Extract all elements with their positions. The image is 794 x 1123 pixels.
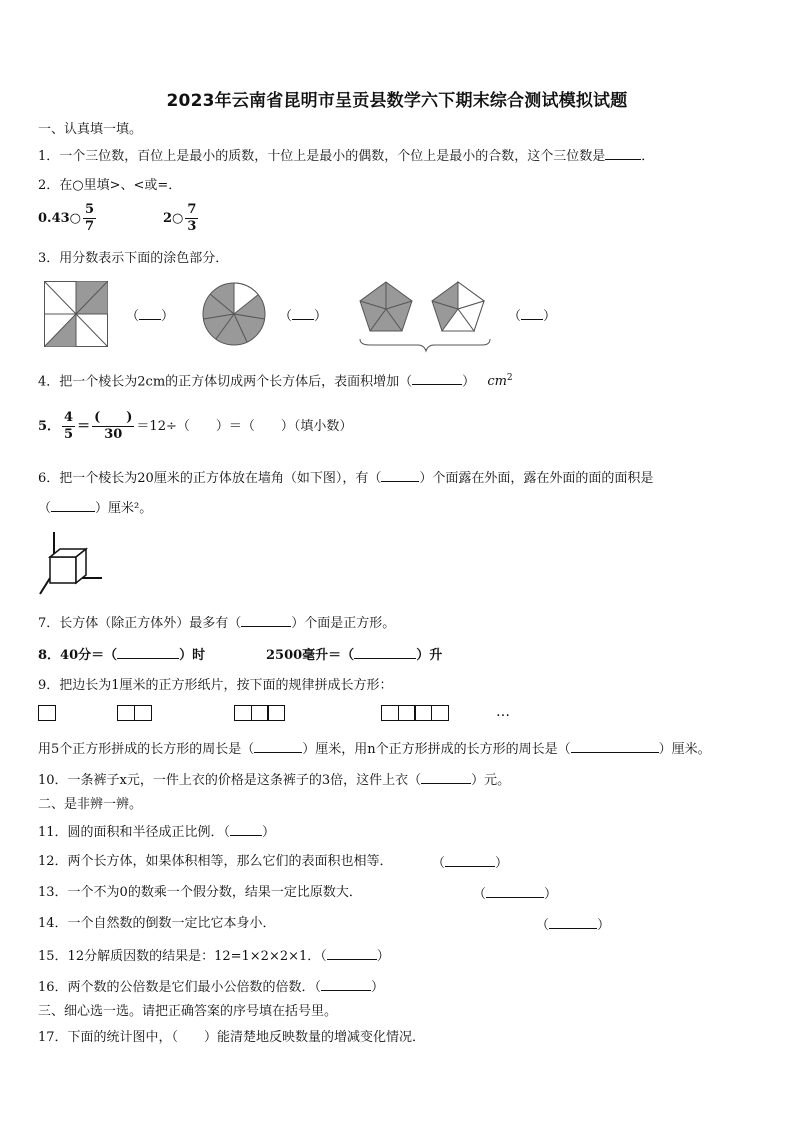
question-16: 16．两个数的公倍数是它们最小公倍数的倍数．（ ） bbox=[38, 977, 384, 997]
answer-blank[interactable] bbox=[412, 371, 462, 385]
answer-blank[interactable] bbox=[321, 977, 371, 991]
answer-blank[interactable] bbox=[381, 468, 419, 482]
question-3: 3．用分数表示下面的涂色部分． bbox=[38, 251, 229, 266]
question-5: 5． $\frac{4}{5}$ ＝ $\frac{( )}{30}$ ＝12÷（ ）＝（ ）（填小数） bbox=[38, 410, 353, 442]
question-14: 14．一个自然数的倒数一定比它本身小． bbox=[38, 916, 276, 931]
answer-blank[interactable] bbox=[571, 739, 659, 753]
page-title: 2023年云南省昆明市呈贡县数学六下期末综合测试模拟试题 bbox=[166, 91, 628, 111]
cube-in-corner-figure bbox=[40, 532, 104, 596]
answer-blank[interactable] bbox=[230, 822, 262, 836]
answer-blank[interactable] bbox=[254, 739, 302, 753]
answer-paren-2[interactable]: （ ） bbox=[279, 306, 327, 326]
question-11: 11．圆的面积和半径成正比例．（ ） bbox=[38, 822, 275, 842]
answer-blank[interactable] bbox=[327, 946, 377, 960]
question-6: 6．把一个棱长为20厘米的正方体放在墙角（如下图），有（ ）个面露在外面，露在外面的面的面积是 bbox=[38, 468, 653, 488]
question-9-line2: 用5个正方形拼成的长方形的周长是（ ）厘米，用n个正方形拼成的长方形的周长是（ ）厘米。 bbox=[38, 739, 711, 759]
square-row-1 bbox=[38, 705, 55, 725]
question-15: 15．12分解质因数的结果是：12=1×2×2×1．（ ） bbox=[38, 946, 390, 966]
fraction-blank[interactable]: $\frac{( )}{30}$ bbox=[94, 410, 133, 442]
question-2: 2．在○里填>、<或=． bbox=[38, 178, 182, 193]
question-12-answer[interactable]: （ ） bbox=[432, 853, 508, 873]
square-row-4 bbox=[381, 705, 447, 725]
question-17: 17．下面的统计图中，（ ）能清楚地反映数量的增减变化情况． bbox=[38, 1030, 426, 1045]
question-1: 1．一个三位数，百位上是最小的质数，十位上是最小的偶数，个位上是最小的合数，这个三位数是 ． bbox=[38, 146, 654, 166]
question-10: 10．一条裤子x元，一件上衣的价格是这条裤子的3倍，这件上衣（ ）元。 bbox=[38, 770, 510, 790]
question-7: 7．长方体（除正方体外）最多有（ ）个面是正方形。 bbox=[38, 613, 395, 633]
answer-blank[interactable] bbox=[51, 498, 95, 512]
section-3-heading: 三、细心选一选。请把正确答案的序号填在括号里。 bbox=[38, 1004, 338, 1019]
shaded-square-figure bbox=[44, 281, 108, 347]
ellipsis: … bbox=[496, 704, 510, 720]
question-13: 13．一个不为0的数乘一个假分数，结果一定比原数大． bbox=[38, 885, 362, 900]
answer-blank[interactable] bbox=[421, 770, 471, 784]
answer-blank[interactable] bbox=[605, 146, 641, 160]
question-9: 9．把边长为1厘米的正方形纸片，按下面的规律拼成长方形： bbox=[38, 678, 393, 693]
answer-paren-1[interactable]: （ ） bbox=[126, 306, 174, 326]
question-13-answer[interactable]: （ ） bbox=[473, 884, 557, 904]
square-row-3 bbox=[234, 705, 284, 725]
question-14-answer[interactable]: （ ） bbox=[536, 915, 610, 935]
answer-blank[interactable] bbox=[354, 645, 416, 659]
shaded-pentagons-figure bbox=[358, 281, 494, 353]
question-4: 4．把一个棱长为2cm的正方体切成两个长方体后，表面积增加（ ） $cm^2$ bbox=[38, 373, 513, 390]
question-2-item-a: 0.43○ $\frac{5}{7}$ bbox=[38, 202, 95, 234]
answer-blank[interactable] bbox=[117, 645, 179, 659]
question-8-b: 2500毫升＝（ ）升 bbox=[266, 645, 442, 665]
question-12: 12．两个长方体，如果体积相等，那么它们的表面积也相等． bbox=[38, 854, 393, 869]
question-6-line2: （ ）厘米²。 bbox=[38, 498, 152, 518]
question-2-item-b: 2○ $\frac{7}{3}$ bbox=[163, 202, 197, 234]
shaded-circle-figure bbox=[202, 282, 266, 346]
question-1-text: 1．一个三位数，百位上是最小的质数，十位上是最小的偶数，个位上是最小的合数，这个三位数是 bbox=[38, 149, 606, 164]
question-8-a: 8．40分＝（ ）时 bbox=[38, 645, 205, 665]
fraction: $\frac{5}{7}$ bbox=[85, 202, 95, 234]
section-2-heading: 二、是非辨一辨。 bbox=[38, 797, 143, 812]
section-1-heading: 一、认真填一填。 bbox=[38, 122, 143, 137]
answer-paren-3[interactable]: （ ） bbox=[508, 306, 556, 326]
fraction: $\frac{4}{5}$ bbox=[64, 410, 74, 442]
fraction: $\frac{7}{3}$ bbox=[187, 202, 197, 234]
answer-blank[interactable] bbox=[241, 613, 291, 627]
square-row-2 bbox=[117, 705, 150, 725]
